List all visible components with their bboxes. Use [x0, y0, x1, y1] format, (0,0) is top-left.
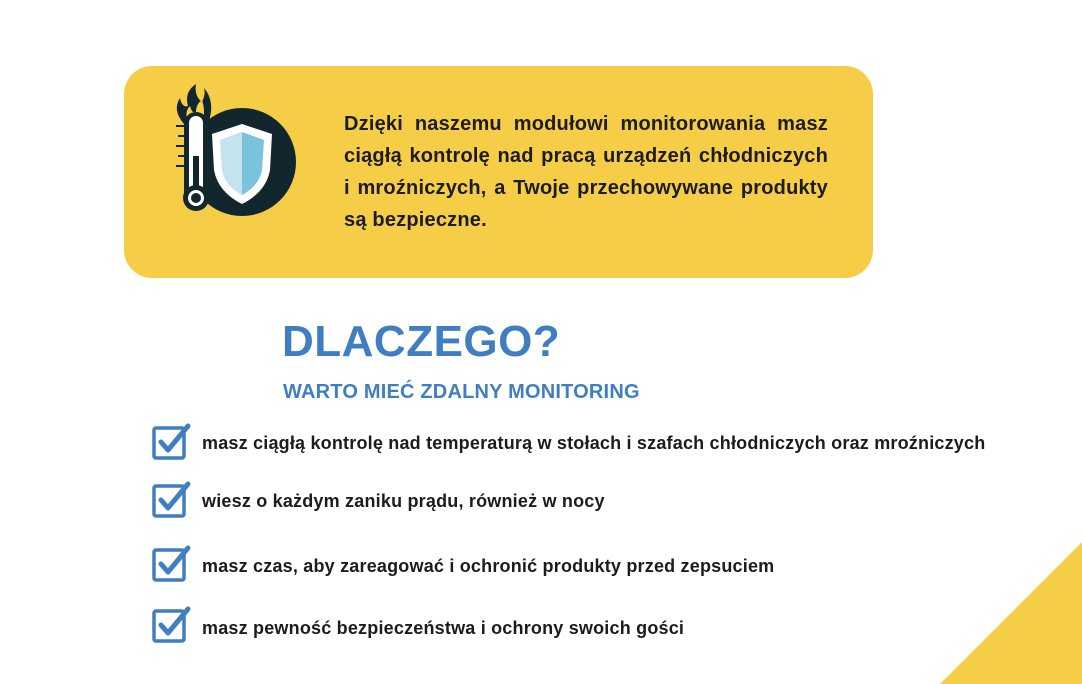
checkbox-checked-icon: [151, 480, 191, 520]
decorative-corner-triangle: [940, 542, 1082, 684]
info-card: [124, 66, 873, 278]
checkbox-checked-icon: [151, 605, 191, 645]
benefit-text: masz pewność bezpieczeństwa i ochrony swoich gości: [202, 618, 685, 638]
card-description: Dzięki naszemu modułowi monitorowania masz ciągłą kontrolę nad pracą urządzeń chłodniczych i mroźniczych, a Twoje przechowywane produkty są bezpieczne.: [344, 113, 828, 231]
checkbox-checked-icon: [151, 544, 191, 584]
thermometer-shield-icon: [162, 82, 302, 222]
benefit-text: wiesz o każdym zaniku prądu, również w nocy: [202, 491, 605, 511]
page-heading: DLACZEGO?: [282, 317, 561, 366]
benefit-text: masz czas, aby zareagować i ochronić produkty przed zepsuciem: [202, 556, 775, 576]
page-subheading: WARTO MIEĆ ZDALNY MONITORING: [283, 381, 640, 403]
benefit-text: masz ciągłą kontrolę nad temperaturą w stołach i szafach chłodniczych oraz mroźniczych: [202, 433, 986, 453]
checkbox-checked-icon: [151, 422, 191, 462]
